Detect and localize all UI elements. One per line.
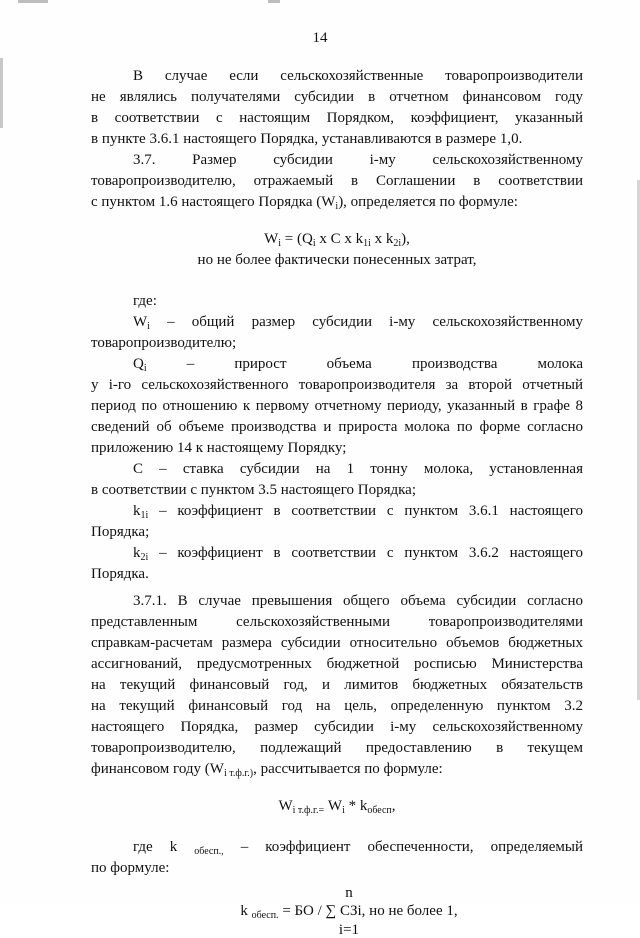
- text-line: товаропроизводителю;: [91, 335, 237, 351]
- document-body: [91, 66, 583, 938]
- text-line: $Q_i$ – прирост объема производства молока: [133, 356, 583, 374]
- text-line: представленным сельскохозяйственными товаропроизводителями: [91, 614, 583, 630]
- text-line: не являлись получателями субсидии в отчетном финансовом году: [91, 89, 583, 105]
- sum-upper-limit: n: [345, 885, 353, 901]
- scan-edge-mark: [18, 0, 48, 3]
- sum-lower-limit: i=1: [338, 922, 360, 938]
- scan-edge-left: [0, 58, 3, 128]
- text-line: приложению 14 к настоящему Порядку;: [91, 440, 347, 456]
- text-line: ассигнований, предусмотренных бюджетной росписью Министерства: [91, 656, 583, 672]
- formula-3: [91, 885, 583, 938]
- text-line: 3.7. Размер субсидии i-му сельскохозяйственному: [133, 152, 583, 168]
- text-line: настоящего Порядка, размер субсидии i-му сельскохозяйственному: [91, 719, 583, 735]
- definition-k1: [91, 501, 583, 543]
- where-label: где:: [133, 293, 157, 309]
- definition-w: [91, 312, 583, 354]
- text-line: у i-го сельскохозяйственного товаропроизводителя за второй отчетный: [91, 377, 583, 393]
- paragraph-3-7: [91, 150, 583, 213]
- text-line: финансовом году ($W_{i т.ф.г.)}$, рассчитывается по формуле:: [91, 761, 443, 779]
- formula-2: [91, 796, 583, 817]
- definition-k2: [91, 543, 583, 585]
- definition-c: [91, 459, 583, 501]
- scan-edge-mark: [268, 0, 280, 3]
- text-line: товаропроизводителю, отражаемый в Соглашении в соответствии: [91, 173, 583, 189]
- text-line: $W_i$ – общий размер субсидии i-му сельскохозяйственному: [133, 314, 583, 332]
- paragraph-3-7-1: [91, 591, 583, 780]
- text-line: на текущий финансовый год, и лимитов бюджетных обязательств: [91, 677, 583, 693]
- definition-q: [91, 354, 583, 459]
- text-line: Порядка;: [91, 524, 150, 540]
- formula-line: $W_i = (Q_i$ x C x $k_{1i}$ x $k_{2i}$),: [264, 231, 410, 249]
- text-line: период по отношению к первому отчетному периоду, указанный в графе 8: [91, 398, 583, 414]
- formula-line: k $_{обесп.}$ = БО / ∑ СЗi, но не более 1,: [240, 903, 458, 921]
- text-line: в соответствии с пунктом 3.5 настоящего Порядка;: [91, 482, 417, 498]
- text-line: Порядка.: [91, 566, 149, 582]
- text-line: товаропроизводителю, подлежащий предоставлению в текущем: [91, 740, 583, 756]
- formula-note: но не более фактически понесенных затрат,: [197, 252, 477, 268]
- formula-1: [91, 229, 583, 271]
- text-line: справкам-расчетам размера субсидии относительно объемов бюджетных: [91, 635, 583, 651]
- text-line: $k_{2i}$ – коэффициент в соответствии с пунктом 3.6.2 настоящего: [133, 545, 583, 563]
- paragraph-case: [91, 66, 583, 150]
- text-line: на текущий финансовый год на цель, определенную пунктом 3.2: [91, 698, 583, 714]
- formula-line: $W_{i т.ф.г.=}$ $W_i * k_{обесп}$,: [278, 798, 396, 816]
- where-k-definition: [91, 837, 583, 879]
- text-line: в пункте 3.6.1 настоящего Порядка, устанавливаются в размере 1,0.: [91, 131, 523, 147]
- text-line: 3.7.1. В случае превышения общего объема субсидии согласно: [133, 593, 583, 609]
- text-line: В случае если сельскохозяйственные товаропроизводители: [133, 68, 583, 84]
- text-line: по формуле:: [91, 860, 170, 876]
- text-line: где k $_{обесп.,}$ – коэффициент обеспеченности, определяемый: [133, 839, 583, 857]
- text-line: сведений об объеме производства и прироста молока по форме согласно: [91, 419, 583, 435]
- text-line: в соответствии с настоящим Порядком, коэффициент, указанный: [91, 110, 583, 126]
- text-line: $k_{1i}$ – коэффициент в соответствии с пунктом 3.6.1 настоящего: [133, 503, 583, 521]
- text-line: с пунктом 1.6 настоящего Порядка $(W_i)$, определяется по формуле:: [91, 194, 518, 212]
- text-line: С – ставка субсидии на 1 тонну молока, установленная: [133, 461, 583, 477]
- page-number: 14: [312, 30, 328, 46]
